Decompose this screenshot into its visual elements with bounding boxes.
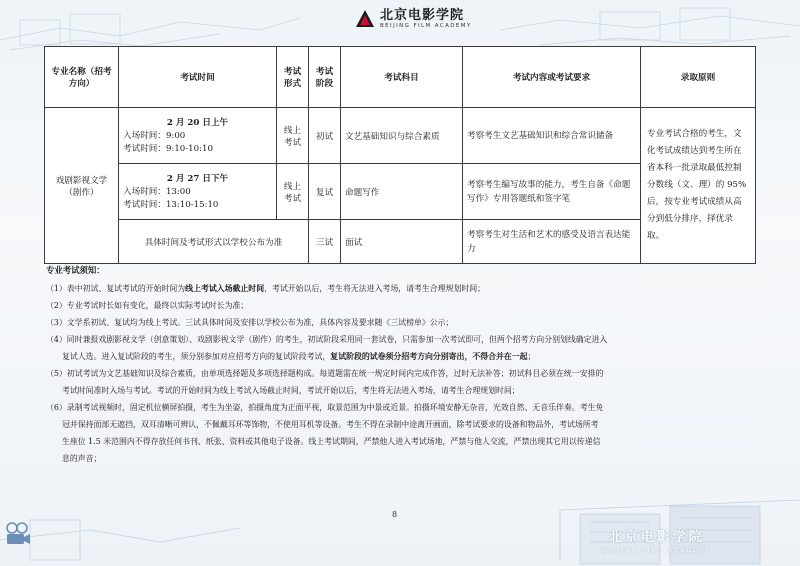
logo-english-name: BEIJING FILM ACADEMY xyxy=(380,22,472,29)
content-cell: 考察考生文艺基础知识和综合常识储备 xyxy=(463,108,641,164)
note-text: （5）初试考试为文艺基础知识及综合素质，由单项选择题及多项选择题构成。每道题需在统一规定时间内完成作答，过时无法补答；初试科目必须在统一安排的 xyxy=(46,369,604,378)
note-text: （1）表中初试、复试考试的开始时间为 xyxy=(46,284,186,293)
exam-date: 2 月 20 日上午 xyxy=(166,117,229,128)
note-1 xyxy=(46,280,758,297)
note-text: （6）录制考试视频时，固定机位横屏拍摄，考生为坐姿，拍摄角度为正面平视，取景范围为中景或近景。拍摄环境安静无杂音，光效自然、无音乐伴奏。考生免 xyxy=(46,403,604,412)
note-text: 生座位 1.5 米范围内不得存放任何书刊、纸张、资料或其他电子设备。线上考试期间，严禁他人进入考试场地，严禁与他人交流，严禁出现其它用以传递信 xyxy=(62,437,601,446)
note-text: 息的声音； xyxy=(62,454,102,463)
exam-notes xyxy=(46,262,758,467)
note-text: 考试时间准时入场与考试。考试的开始时间为线上考试入场截止时间，考试开始以后，考生将无法进入考场，请考生合理规划时间； xyxy=(62,386,520,395)
logo-chinese-name: 北京电影学院 xyxy=(380,7,465,23)
form-cell: 线上考试 xyxy=(277,108,309,164)
note-6 xyxy=(46,399,758,467)
header-time: 考试时间 xyxy=(119,47,277,108)
stage-cell: 三试 xyxy=(309,220,341,264)
content-cell: 考察考生编写故事的能力，考生自备《命题写作》专用答题纸和签字笔 xyxy=(463,164,641,220)
entry-time: 入场时间：9:00 xyxy=(123,130,186,141)
exam-time: 考试时间：9:10-10:10 xyxy=(123,143,213,154)
header-content: 考试内容或考试要求 xyxy=(463,47,641,108)
header-rule: 录取原则 xyxy=(641,47,756,108)
note-text: 冠并保持面部无遮挡，双耳清晰可辨认，不佩戴耳环等饰物，不使用耳机等设备。考生不得在录制中途离开画面，除考试要求的设备和物品外，考试场所考 xyxy=(62,420,599,429)
film-academy-emblem-icon xyxy=(354,8,376,30)
page-number: 8 xyxy=(392,510,398,519)
note-text: 复试人选。进入复试阶段的考生，须分别参加对应招考方向的复试阶段考试， xyxy=(62,352,331,361)
note-text: ，考试开始以后，考生将无法进入考场，请考生合理规划时间； xyxy=(264,284,486,293)
film-camera-icon xyxy=(4,520,32,548)
content-cell: 考察考生对生活和艺术的感受及语言表达能力 xyxy=(463,220,641,264)
subject-cell: 文艺基础知识与综合素质 xyxy=(341,108,463,164)
stage-cell: 复试 xyxy=(309,164,341,220)
note-4 xyxy=(46,331,758,365)
header-stage: 考试阶段 xyxy=(309,47,341,108)
note-text: ； xyxy=(527,352,536,361)
subject-cell: 面试 xyxy=(341,220,463,264)
note-text: （4）同时兼报戏剧影视文学（创意策划）、戏剧影视文学（剧作）的考生，初试阶段采用同一套试卷，只需参加一次考试即可，但两个招考方向分别划线确定进入 xyxy=(46,335,608,344)
time-cell xyxy=(119,108,277,164)
academy-logo xyxy=(354,6,472,32)
footer-logo-english: BEIJING FILM ACADEMY xyxy=(602,547,712,554)
footer-logo-chinese: 北京电影学院 xyxy=(608,530,705,545)
subject-cell: 命题写作 xyxy=(341,164,463,220)
header-form: 考试形式 xyxy=(277,47,309,108)
note-emphasis: 线上考试入场截止时间 xyxy=(185,284,265,293)
note-emphasis: 复试阶段的试卷须分招考方向分别寄出，不得合并在一起 xyxy=(330,352,528,361)
exam-date: 2 月 27 日下午 xyxy=(166,173,229,184)
exam-time: 考试时间：13:10-15:10 xyxy=(123,199,219,210)
header-major: 专业名称（招考方向） xyxy=(45,47,119,108)
exam-schedule-table xyxy=(44,46,756,264)
time-cell xyxy=(119,164,277,220)
form-cell: 线上考试 xyxy=(277,164,309,220)
table-header-row xyxy=(45,47,756,108)
note-2: （2）专业考试时长如有变化，最终以实际考试时长为准； xyxy=(46,301,249,310)
header-subject: 考试科目 xyxy=(341,47,463,108)
entry-time: 入场时间：13:00 xyxy=(123,186,191,197)
notes-title: 专业考试须知： xyxy=(46,265,105,275)
table-row xyxy=(45,108,756,164)
time-note-cell: 具体时间及考试形式以学校公布为准 xyxy=(119,220,309,264)
stage-cell: 初试 xyxy=(309,108,341,164)
major-cell: 戏剧影视文学（剧作） xyxy=(45,108,119,264)
note-5 xyxy=(46,365,758,399)
footer-academy-logo xyxy=(602,526,711,554)
note-3: （3）文学系初试、复试均为线上考试。三试具体时间及安排以学校公布为准，具体内容及要求随《三试榜单》公示； xyxy=(46,318,454,327)
admission-rule-cell: 专业考试合格的考生，文化考试成绩达到考生所在省本科一批录取最低控制分数线（文、理）的 95%后，按专业考试成绩从高分到低分排序，择优录取。 xyxy=(641,108,756,264)
